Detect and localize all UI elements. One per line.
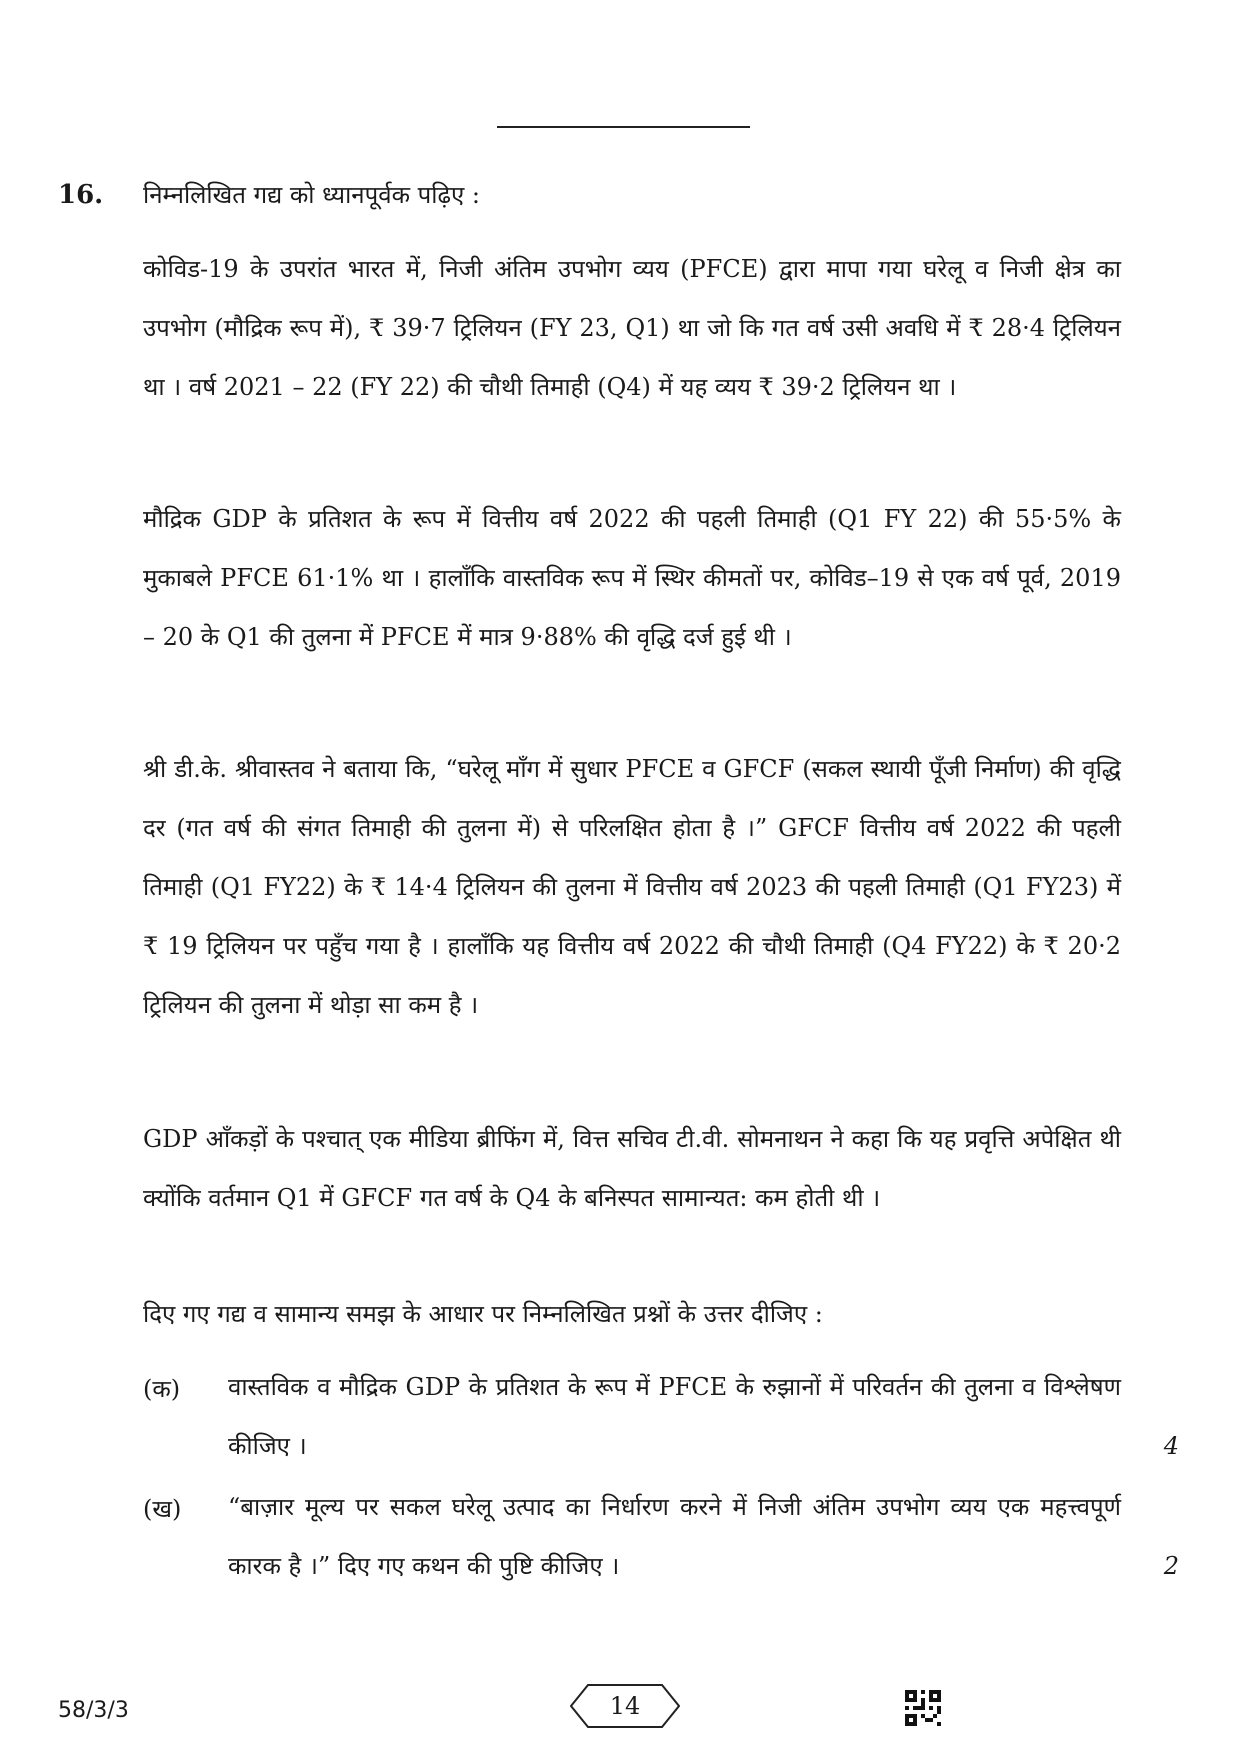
- passage-paragraph-4: GDP आँकड़ों के पश्चात् एक मीडिया ब्रीफिंग में, वित्त सचिव टी.वी. सोमनाथन ने कहा कि यह प्रवृत्ति अपेक्षित थी क्योंकि वर्तमान Q1 में GFCF गत वर्ष के Q4 के बनिस्पत सामान्यत: कम होती थी ।: [143, 1125, 1121, 1212]
- sub-question-text-ka: वास्तविक व मौद्रिक GDP के प्रतिशत के रूप में PFCE के रुझानों में परिवर्तन की तुलना व विश्लेषण कीजिए ।: [228, 1373, 1121, 1460]
- marks-ka: 4: [1163, 1432, 1179, 1460]
- question-prompt: निम्नलिखित गद्य को ध्यानपूर्वक पढ़िए :: [143, 181, 480, 209]
- paper-code: 58/3/3: [58, 1698, 129, 1723]
- passage-paragraph-1: कोविड-19 के उपरांत भारत में, निजी अंतिम उपभोग व्यय (PFCE) द्वारा मापा गया घरेलू व निजी क्षेत्र का उपभोग (मौद्रिक रूप में), ₹ 39·7 ट्रिलियन (FY 23, Q1) था जो कि गत वर्ष उसी अवधि में ₹ 28·4 ट्रिलियन था । वर्ष 2021 – 22 (FY 22) की चौथी तिमाही (Q4) में यह व्यय ₹ 39·2 ट्रिलियन था ।: [143, 255, 1121, 401]
- passage-paragraph-3: श्री डी.के. श्रीवास्तव ने बताया कि, “घरेलू माँग में सुधार PFCE व GFCF (सकल स्थायी पूँजी निर्माण) की वृद्धि दर (गत वर्ष की संगत तिमाही की तुलना में) से परिलक्षित होता है ।” GFCF वित्तीय वर्ष 2022 की पहली तिमाही (Q1 FY22) के ₹ 14·4 ट्रिलियन की तुलना में वित्तीय वर्ष 2023 की पहली तिमाही (Q1 FY23) में ₹ 19 ट्रिलियन पर पहुँच गया है । हालाँकि यह वित्तीय वर्ष 2022 की चौथी तिमाही (Q4 FY22) के ₹ 20·2 ट्रिलियन की तुलना में थोड़ा सा कम है ।: [143, 755, 1121, 1019]
- answer-instruction: दिए गए गद्य व सामान्य समझ के आधार पर निम्नलिखित प्रश्नों के उत्तर दीजिए :: [143, 1300, 823, 1328]
- passage-paragraph-2: मौद्रिक GDP के प्रतिशत के रूप में वित्तीय वर्ष 2022 की पहली तिमाही (Q1 FY 22) की 55·5% के मुकाबले PFCE 61·1% था । हालाँकि वास्तविक रूप में स्थिर कीमतों पर, कोविड–19 से एक वर्ष पूर्व, 2019 – 20 के Q1 की तुलना में PFCE में मात्र 9·88% की वृद्धि दर्ज हुई थी ।: [143, 505, 1121, 651]
- marks-kha: 2: [1163, 1552, 1179, 1580]
- top-divider: [497, 126, 750, 128]
- sub-question-text-kha: “बाज़ार मूल्य पर सकल घरेलू उत्पाद का निर्धारण करने में निजी अंतिम उपभोग व्यय एक महत्त्वपूर्ण कारक है ।” दिए गए कथन की पुष्टि कीजिए ।: [228, 1493, 1121, 1580]
- sub-question-label-ka: (क): [143, 1375, 181, 1403]
- qr-code-icon: [905, 1690, 941, 1726]
- question-number: 16.: [58, 180, 104, 210]
- page-number: 14: [609, 1692, 641, 1720]
- sub-question-label-kha: (ख): [143, 1495, 182, 1523]
- page-number-badge: [570, 1683, 680, 1729]
